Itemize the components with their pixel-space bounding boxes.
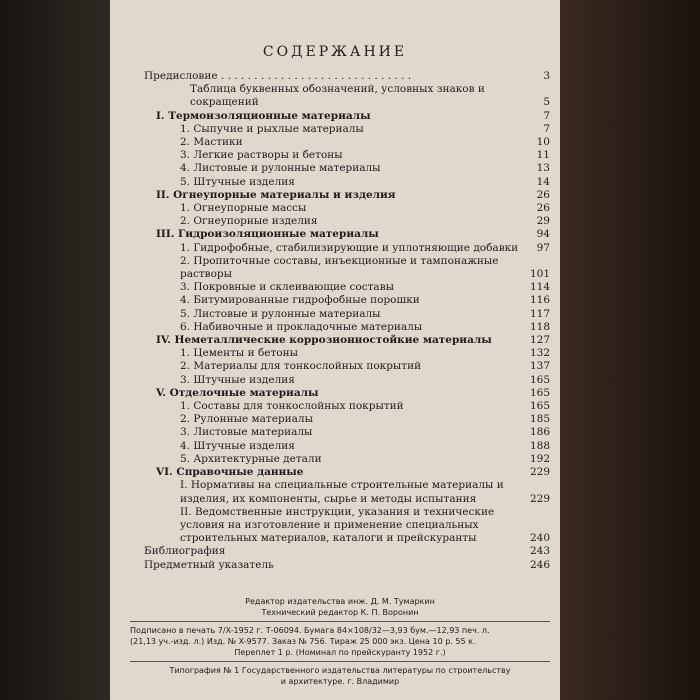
toc-entry	[144, 162, 550, 175]
toc-entry	[144, 228, 550, 241]
toc-entry-page: 246	[529, 558, 550, 571]
toc-entry-page: 165	[529, 386, 550, 399]
toc-entry	[144, 347, 550, 360]
toc-entry-page: 26	[536, 202, 550, 215]
toc-entry	[144, 440, 550, 453]
toc-entry	[144, 136, 550, 149]
toc-entry-label: I. Термоизоляционные материалы	[156, 109, 371, 122]
toc-entry-label: IV. Неметаллические коррозионностойкие материалы	[156, 334, 492, 347]
toc-entry-label: 1. Гидрофобные, стабилизирующие и уплотняющие добавки	[180, 241, 519, 254]
imprint-divider	[130, 621, 550, 622]
toc-entry-page: 116	[529, 294, 550, 307]
toc-entry-page: 13	[536, 162, 550, 175]
toc-entry-label: Предисловие . . . . . . . . . . . . . . . . . . . . . . . . . . . . .	[144, 70, 412, 82]
book-page	[110, 0, 560, 700]
imprint-editor: Редактор издательства инж. Д. М. Тумаркин	[245, 597, 435, 606]
toc-entry-label: 2. Мастики	[180, 136, 243, 149]
book-spine	[560, 0, 700, 700]
toc-entry-page: 117	[529, 307, 550, 320]
toc-entry	[144, 123, 550, 136]
toc-entry-page: 3	[543, 70, 550, 82]
toc-entry-label: II. Ведомственные инструкции, указания и технические условия на изготовление и применение специальных строительных материалов, каталоги и прейскуранты	[180, 505, 498, 545]
toc-entry-page: 7	[543, 122, 550, 135]
toc-entry-label: 4. Листовые и рулонные материалы	[180, 162, 381, 175]
imprint-tech-editor: Технический редактор К. П. Воронин	[261, 608, 419, 617]
toc-entry	[144, 453, 550, 466]
toc-entry-label: VI. Справочные данные	[156, 466, 304, 479]
page-title: СОДЕРЖАНИЕ	[262, 44, 408, 60]
toc-entry-label: I. Нормативы на специальные строительные материалы и изделия, их компоненты, сырье и методы испытания	[180, 479, 508, 505]
toc-entry	[144, 110, 550, 123]
toc-entry-label: 5. Штучные изделия	[180, 175, 295, 188]
toc-entry	[144, 83, 550, 109]
toc-entry-page: 229	[529, 466, 550, 479]
toc-entry-label: Таблица буквенных обозначений, условных знаков и сокращений	[190, 83, 489, 109]
toc-entry-label: 3. Штучные изделия	[180, 373, 295, 386]
toc-entry	[144, 70, 550, 83]
toc-entry-label: III. Гидроизоляционные материалы	[156, 228, 379, 241]
toc-entry-page: 132	[529, 347, 550, 360]
toc-entry-label: 2. Огнеупорные изделия	[180, 215, 318, 228]
toc-entry-page: 29	[536, 215, 550, 228]
toc-entry-label: 1. Огнеупорные массы	[180, 202, 307, 215]
toc-entry	[144, 374, 550, 387]
toc-entry-label: 4. Битумированные гидрофобные порошки	[180, 294, 420, 307]
toc-entry-label: 3. Покровные и склеивающие составы	[180, 281, 394, 294]
toc-entry	[144, 189, 550, 202]
toc-entry-page: 10	[536, 136, 550, 149]
toc-entry-label: 2. Пропиточные составы, инъекционные и тампонажные растворы	[180, 254, 502, 281]
toc-entry-page: 165	[529, 400, 550, 413]
toc-entry-label: 1. Сыпучие и рыхлые материалы	[180, 122, 364, 135]
toc-entry-label: 1. Цементы и бетоны	[180, 347, 298, 360]
toc-entry	[144, 308, 550, 321]
toc-entry	[144, 360, 550, 373]
table-of-contents	[144, 70, 550, 572]
toc-entry-page: 7	[543, 109, 550, 122]
toc-entry-page: 188	[529, 439, 550, 452]
toc-entry-label: 4. Штучные изделия	[180, 439, 295, 452]
toc-entry-label: 1. Составы для тонкослойных покрытий	[180, 400, 404, 413]
toc-entry-label: Предметный указатель	[144, 558, 274, 571]
imprint-publish-info: (21,13 уч.-изд. л.) Изд. № X-9577. Заказ № 756. Тираж 25 000 экз. Цена 10 р. 55 к.	[130, 637, 476, 646]
imprint-printer-address: и архитектуре. г. Владимир	[280, 677, 400, 686]
toc-entry	[144, 426, 550, 439]
toc-entry	[144, 215, 550, 228]
toc-entry	[144, 149, 550, 162]
toc-entry	[144, 255, 550, 281]
toc-entry-page: 94	[536, 228, 550, 241]
toc-entry	[144, 294, 550, 307]
imprint-print-info: Подписано в печать 7/X-1952 г. Т-06094. Бумага 84×108/32—3,93 бум.—12,93 печ. л.	[130, 626, 490, 635]
toc-entry	[144, 466, 550, 479]
toc-entry-label: Библиография	[144, 545, 226, 558]
toc-entry	[144, 176, 550, 189]
toc-entry-label: 6. Набивочные и прокладочные материалы	[180, 320, 423, 333]
toc-entry-page: 243	[529, 545, 550, 558]
toc-entry-page: 11	[536, 149, 550, 162]
toc-entry-label: 5. Архитектурные детали	[180, 452, 322, 465]
imprint-binding: Переплет 1 р. (Номинал по прейскуранту 1952 г.)	[234, 648, 446, 657]
toc-entry	[144, 281, 550, 294]
toc-entry-page: 14	[536, 175, 550, 188]
toc-entry-page: 186	[529, 426, 550, 439]
toc-entry-page: 240	[529, 532, 550, 545]
toc-entry-label: 2. Рулонные материалы	[180, 413, 313, 426]
toc-entry	[144, 387, 550, 400]
toc-entry	[144, 559, 550, 572]
toc-entry-page: 26	[536, 188, 550, 201]
toc-entry	[144, 334, 550, 347]
toc-entry-page: 127	[529, 334, 550, 347]
toc-entry-page: 114	[529, 281, 550, 294]
toc-entry-page: 137	[529, 360, 550, 373]
toc-entry	[144, 321, 550, 334]
imprint	[130, 596, 550, 687]
toc-entry	[144, 202, 550, 215]
toc-entry	[144, 545, 550, 558]
toc-entry-label: 2. Материалы для тонкослойных покрытий	[180, 360, 422, 373]
toc-entry-page: 5	[543, 96, 550, 109]
toc-entry	[144, 479, 550, 505]
toc-entry-page: 101	[529, 268, 550, 281]
toc-entry-page: 118	[529, 320, 550, 333]
toc-entry-page: 185	[529, 413, 550, 426]
imprint-printer: Типография № 1 Государственного издательства литературы по строительству	[169, 666, 511, 675]
toc-entry-label: 3. Листовые материалы	[180, 426, 313, 439]
toc-entry-label: 3. Легкие растворы и бетоны	[180, 149, 343, 162]
book-left-edge	[0, 0, 110, 700]
toc-entry-label: 5. Листовые и рулонные материалы	[180, 307, 381, 320]
toc-entry-label: II. Огнеупорные материалы и изделия	[156, 188, 396, 201]
toc-entry	[144, 413, 550, 426]
imprint-divider-2	[130, 661, 550, 662]
toc-entry	[144, 242, 550, 255]
toc-entry	[144, 400, 550, 413]
toc-entry-page: 192	[529, 452, 550, 465]
toc-entry	[144, 506, 550, 546]
toc-entry-page: 165	[529, 373, 550, 386]
toc-entry-page: 97	[536, 241, 550, 254]
toc-entry-label: V. Отделочные материалы	[156, 386, 319, 399]
toc-entry-page: 229	[529, 492, 550, 505]
